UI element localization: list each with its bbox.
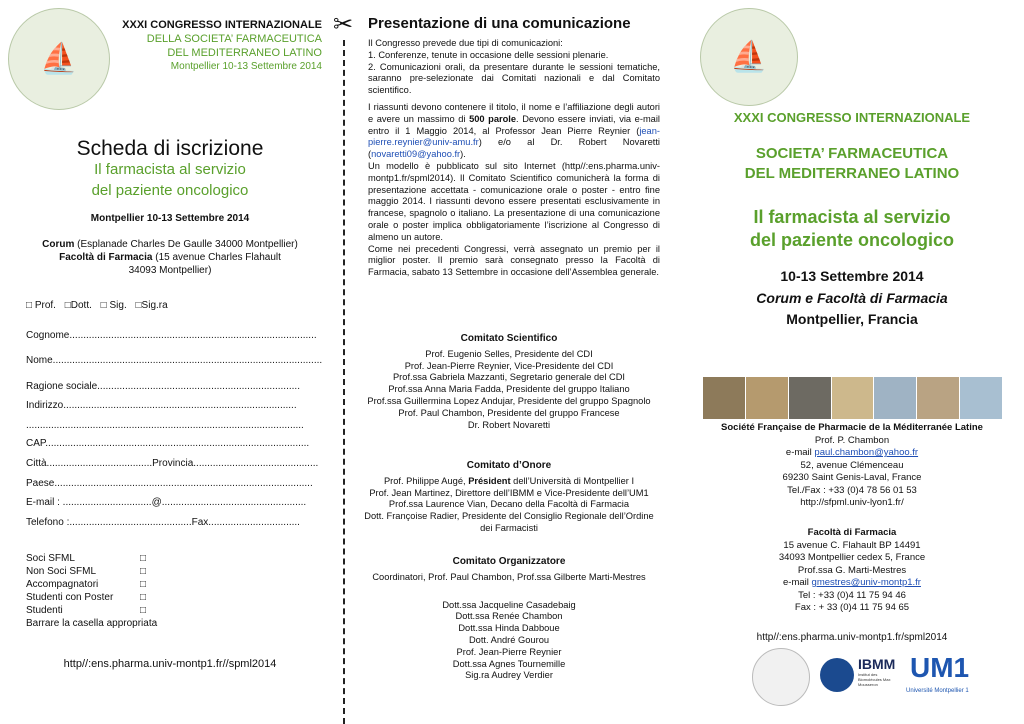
member-option-label: Non Soci SFML <box>26 566 97 577</box>
communication-title: Presentazione di una comunicazione <box>368 15 631 32</box>
communication-panel <box>348 0 670 724</box>
membership-options <box>26 552 157 630</box>
word-limit: 500 parole <box>469 113 517 124</box>
field-citta-provincia[interactable]: Città......................................Provincia............................................. <box>26 458 319 469</box>
model-paragraph: Un modello è pubblicato sul sito Internet (http//:ens.pharma.univ-montp1.fr/spml2014). Il Comitato Scientifico comunicherà la forma di presentazione accettata - comunicazione orale o poster - entro fine maggio 2014. I riassunti devono essere presentati esclusivamente in francese, spagnolo o italiano. La presentazione di una comunicazione orale o poster implica obbligatoriamente l’iscrizione al Congresso di almeno un autore. <box>368 160 660 242</box>
field-indirizzo-2[interactable]: .................................................................................................... <box>26 420 304 431</box>
committee-member: Dott. André Gourou <box>468 634 550 645</box>
member-option-label: Studenti con Poster <box>26 592 114 603</box>
member-affiliation: dell’Università di Montpellier I <box>510 475 635 486</box>
faculty-address-2: 34093 Montpellier cedex 5, France <box>778 552 926 563</box>
ibmm-logo-text: IBMM <box>858 656 896 672</box>
member-option[interactable] <box>26 604 146 617</box>
member-name: Prof. Philippe Augé, <box>383 475 469 486</box>
venue-faculty <box>0 251 340 264</box>
checkbox[interactable]: □ <box>139 553 146 564</box>
scientific-committee-title: Comitato Scientifico <box>460 333 558 344</box>
abstract-text-d: ) e/o al Dr. Robert Novaretti ( <box>368 137 660 160</box>
faculty-telephone: Tel : +33 (0)4 11 75 94 46 <box>798 589 906 601</box>
committee-member: Dott.ssa Jacqueline Casadebaig <box>442 599 576 610</box>
society-seal-logo <box>8 8 110 110</box>
organizing-committee-title: Comitato Organizzatore <box>452 556 566 567</box>
member-option-label: Studenti <box>26 605 63 616</box>
photo <box>832 377 875 419</box>
sfp-name: Prof. P. Chambon <box>814 434 890 446</box>
photo <box>746 377 789 419</box>
committee-member <box>348 476 670 488</box>
abstract-text-e: ). <box>460 149 466 160</box>
ibmm-logo <box>820 652 900 702</box>
venue-faculty-address: (15 avenue Charles Flahault <box>155 252 281 263</box>
faculty-address-1: 15 avenue C. Flahault BP 14491 <box>783 539 921 551</box>
subtitle-line-2: del paziente oncologico <box>91 182 249 199</box>
poster-prize-paragraph: Come nei precedenti Congressi, verrà assegnato un premio per il miglior poster. Il premio sarà consegnato presso la Facoltà di Farmacia, sabato 13 Settembre in occasione dell’Assemblea generale. <box>368 243 660 278</box>
sfp-email-line <box>680 447 1024 460</box>
photo <box>917 377 960 419</box>
header-line-2: DELLA SOCIETA’ FARMACEUTICA <box>146 33 322 45</box>
faculty-contact <box>680 527 1024 615</box>
abstract-text-c: . Devono essere inviati, via e-mail entro il 1 Maggio 2014, al Professor Jean Pierre Reynier ( <box>368 113 660 136</box>
subtitle-line-1: Il farmacista al servizio <box>94 161 246 178</box>
cover-dates: 10-13 Settembre 2014 <box>780 268 924 284</box>
cover-theme-1: Il farmacista al servizio <box>753 207 951 227</box>
checkbox-dott[interactable]: □Dott. <box>64 300 92 311</box>
sfp-address-1: 52, avenue Clémenceau <box>800 459 904 471</box>
title-checkboxes <box>26 300 174 311</box>
faculty-email-line <box>680 577 1024 590</box>
photo <box>789 377 832 419</box>
committee-member: Sig.ra Audrey Verdier <box>465 670 553 681</box>
cover-url[interactable]: http//:ens.pharma.univ-montp1.fr/spml2014 <box>756 632 948 643</box>
checkbox-prof[interactable]: □ Prof. <box>26 300 56 311</box>
abstract-instructions <box>368 102 660 279</box>
sfp-title: Société Française de Pharmacie de la Méditerranée Latine <box>721 422 983 433</box>
faculty-email-link[interactable]: gmestres@univ-montp1.fr <box>811 577 921 588</box>
cover-theme-2: del paziente oncologico <box>749 230 955 250</box>
member-option[interactable] <box>26 578 146 591</box>
faculty-seal-logo <box>752 648 810 706</box>
um1-logo-text: UM1 <box>910 652 970 683</box>
committee-member: Prof.ssa Gabriela Mazzanti, Segretario generale del CDI <box>392 372 626 383</box>
ship-icon: ⛵ <box>730 39 768 75</box>
sfp-email-link[interactable]: paul.chambon@yahoo.fr <box>814 447 919 458</box>
member-option-label: Soci SFML <box>26 553 75 564</box>
field-ragione-sociale[interactable]: Ragione sociale......................................................................... <box>26 381 300 392</box>
faculty-fax: Fax : + 33 (0)4 11 75 94 65 <box>794 602 910 613</box>
member-option[interactable] <box>26 591 146 604</box>
honour-committee <box>348 460 670 535</box>
checkbox[interactable]: □ <box>139 579 146 590</box>
montpellier-photo-strip <box>703 377 1003 419</box>
field-nome[interactable]: Nome................................................................................................. <box>26 355 323 366</box>
photo <box>874 377 917 419</box>
field-indirizzo[interactable]: Indirizzo.................................................................................... <box>26 400 297 411</box>
checkbox[interactable]: □ <box>139 605 146 616</box>
registration-dates: Montpellier 10-13 Settembre 2014 <box>90 213 250 224</box>
intro-line-2: 1. Conferenze, tenute in occasione delle sessioni plenarie. <box>368 49 609 60</box>
checkbox[interactable]: □ <box>139 592 146 603</box>
committee-member: Prof. Jean-Pierre Reynier, Vice-Presidente del CDI <box>404 360 614 371</box>
field-cap[interactable]: CAP............................................................................................... <box>26 438 310 449</box>
committee-member: Dott. Françoise Radier, Presidente del Consiglio Regionale dell’Ordine <box>364 511 654 522</box>
um1-logo-subtext: Université Montpellier 1 <box>906 688 969 694</box>
checkbox-sig[interactable]: □ Sig. <box>100 300 127 311</box>
committee-member: Prof.ssa Guillermina Lopez Andujar, Presidente del gruppo Spagnolo <box>367 395 651 406</box>
venue-corum-address: (Esplanade Charles De Gaulle 34000 Montpellier) <box>77 239 298 250</box>
intro-line-1: Il Congresso prevede due tipi di comunicazioni: <box>368 38 563 48</box>
ibmm-globe-icon <box>820 658 854 692</box>
field-cognome[interactable]: Cognome......................................................................................... <box>26 330 317 341</box>
email-label: e-mail <box>783 577 812 588</box>
cover-society-1: SOCIETA’ FARMACEUTICA <box>755 145 949 162</box>
email-reynier-link[interactable]: jean-pierre.reynier@univ-amu.fr <box>368 125 660 148</box>
sfp-address-2: 69230 Saint Genis-Laval, France <box>782 472 922 483</box>
scissors-icon: ✂ <box>333 10 354 38</box>
header-line-3: DEL MEDITERRANEO LATINO <box>167 47 322 59</box>
photo <box>960 377 1003 419</box>
abstract-text-a: I riassunti devono contenere il titolo, il nome e l’affiliazione degli autori e avere un massimo di <box>368 102 660 124</box>
committee-member: Dott.ssa Hinda Dabboue <box>458 623 560 634</box>
cover-places: Corum e Facoltà di Farmacia <box>756 290 948 306</box>
member-option[interactable] <box>26 552 146 565</box>
header-line-1: XXXI CONGRESSO INTERNAZIONALE <box>122 19 322 31</box>
field-paese[interactable]: Paese............................................................................................. <box>26 478 313 489</box>
committee-member: Dr. Robert Novaretti <box>467 419 551 430</box>
society-seal-logo <box>700 8 798 106</box>
field-telefono-fax[interactable]: Telefono :............................................Fax................................. <box>26 517 300 528</box>
website-url[interactable]: http//:ens.pharma.univ-montp1.fr//spml2014 <box>63 658 277 670</box>
sfp-website[interactable]: http://sfpml.univ-lyon1.fr/ <box>800 497 904 508</box>
um1-logo <box>906 652 996 702</box>
registration-panel <box>0 0 340 724</box>
venue-faculty-address-2: 34093 Montpellier) <box>128 265 212 276</box>
cut-line <box>343 40 345 724</box>
field-email[interactable]: E-mail : ................................@.................................................... <box>26 497 307 508</box>
photo <box>703 377 746 419</box>
faculty-title: Facoltà di Farmacia <box>807 527 897 538</box>
committee-member: Dott.ssa Renée Chambon <box>455 611 563 622</box>
committee-member: Prof.ssa Laurence Vian, Decano della Facoltà di Farmacia <box>388 499 630 510</box>
committee-member: dei Farmacisti <box>480 522 538 533</box>
membership-note: Barrare la casella appropriata <box>26 618 158 629</box>
congress-header <box>110 18 322 74</box>
cover-panel <box>680 0 1024 724</box>
sfp-telephone: Tel./Fax : +33 (0)4 78 56 01 53 <box>787 484 917 496</box>
ibmm-logo-subtext: Institut des Biomolécules Max Mousseron <box>858 672 891 687</box>
committee-member: Prof. Jean-Pierre Reynier <box>456 646 562 657</box>
checkbox-sigra[interactable]: □Sig.ra <box>135 300 168 311</box>
venue-corum-label: Corum <box>42 239 75 250</box>
intro-text <box>368 38 660 97</box>
venue-faculty-label: Facoltà di Farmacia <box>59 252 153 263</box>
honour-committee-title: Comitato d’Onore <box>466 460 552 471</box>
email-novaretti-link[interactable]: novaretti09@yahoo.fr <box>371 149 461 160</box>
checkbox[interactable]: □ <box>139 566 146 577</box>
header-line-4: Montpellier 10-13 Settembre 2014 <box>170 61 322 72</box>
committee-member: Prof. Eugenio Selles, Presidente del CDI <box>425 348 593 359</box>
member-role: Président <box>468 475 511 486</box>
coordinators: Coordinatori, Prof. Paul Chambon, Prof.ssa Gilberte Marti-Mestres <box>372 571 646 582</box>
venue-corum <box>0 238 340 251</box>
cover-society-2: DEL MEDITERRANEO LATINO <box>744 165 960 182</box>
committee-member: Dott.ssa Agnes Tournemille <box>452 658 566 669</box>
sfp-contact <box>680 422 1024 510</box>
intro-line-3: 2. Comunicazioni orali, da presentare durante le sessioni tematiche, saranno pre-selezionate dai Comitati nazionali e dal Comitato scientifico. <box>368 61 660 96</box>
cover-city: Montpellier, Francia <box>786 311 918 327</box>
ship-icon: ⛵ <box>40 41 78 77</box>
committee-member: Prof. Jean Martinez, Direttore dell’IBMM e Vice-Presidente dell’UM1 <box>369 487 649 498</box>
committee-member: Prof. Paul Chambon, Presidente del gruppo Francese <box>398 407 620 418</box>
faculty-contact-name: Prof.ssa G. Marti-Mestres <box>797 564 907 576</box>
committee-member: Prof.ssa Anna Maria Fadda, Presidente del gruppo Italiano <box>388 384 630 395</box>
organizing-committee <box>348 556 670 682</box>
member-option[interactable] <box>26 565 146 578</box>
cover-congress: XXXI CONGRESSO INTERNAZIONALE <box>733 110 971 125</box>
registration-title: Scheda di iscrizione <box>76 137 264 160</box>
scientific-committee <box>348 333 670 431</box>
member-option-label: Accompagnatori <box>26 579 99 590</box>
email-label: e-mail <box>785 447 815 458</box>
